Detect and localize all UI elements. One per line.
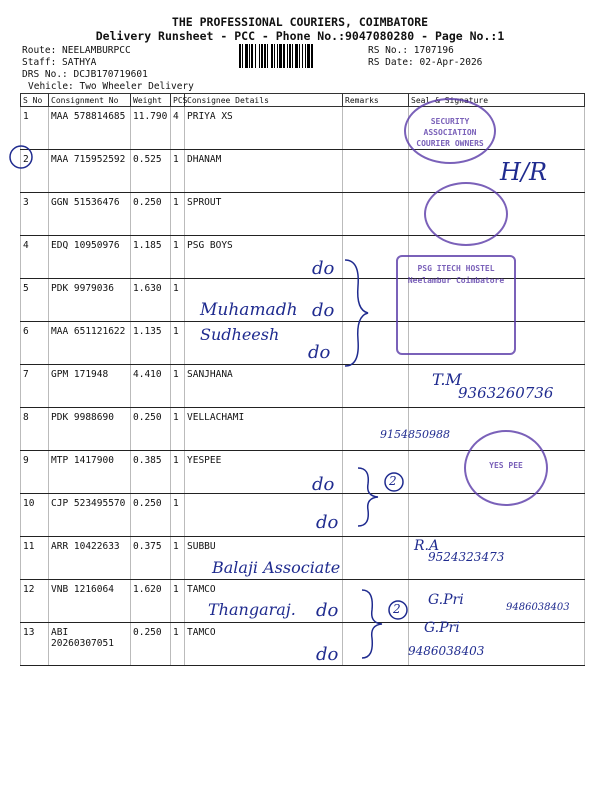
cell-remarks <box>343 150 409 193</box>
cell-pcs: 1 <box>171 279 185 322</box>
handwritten-name: Balaji Associate <box>212 558 341 577</box>
cell-weight: 1.135 <box>131 322 171 365</box>
cell-pcs: 4 <box>171 107 185 150</box>
handwritten-note: H/R <box>500 158 548 186</box>
handwritten-phone: 9363260736 <box>458 384 554 402</box>
cell-consignment: GGN 51536476 <box>49 193 131 236</box>
cell-weight: 1.620 <box>131 580 171 623</box>
cell-sno: 7 <box>21 365 49 408</box>
cell-pcs: 1 <box>171 193 185 236</box>
cell-weight: 0.385 <box>131 451 171 494</box>
table-header-row <box>21 94 585 107</box>
route-info: Route: NEELAMBURPCC <box>22 45 131 56</box>
cell-consignment: ARR 10422633 <box>49 537 131 580</box>
cell-consignee: PSG BOYS <box>185 236 343 279</box>
barcode-bar <box>255 44 256 68</box>
handwritten-name: Sudheesh <box>200 325 280 344</box>
barcode-bar <box>279 44 282 68</box>
col-sno: S No <box>21 94 49 107</box>
cell-consignment: PDK 9988690 <box>49 408 131 451</box>
cell-consignment: MAA 578814685 <box>49 107 131 150</box>
cell-consignment: GPM 171948 <box>49 365 131 408</box>
barcode-bar <box>295 44 298 68</box>
cell-sno: 1 <box>21 107 49 150</box>
company-title: THE PROFESSIONAL COURIERS, COIMBATORE <box>171 15 429 29</box>
barcode-bar <box>287 44 288 68</box>
barcode-bar <box>242 44 243 68</box>
cell-weight: 4.410 <box>131 365 171 408</box>
cell-pcs: 1 <box>171 494 185 537</box>
cell-weight: 0.250 <box>131 193 171 236</box>
cell-pcs: 1 <box>171 236 185 279</box>
cell-sno: 2 <box>21 150 49 193</box>
handwritten-signature: G.Pri <box>424 620 460 636</box>
cell-consignee: SPROUT <box>185 193 343 236</box>
cell-pcs: 1 <box>171 408 185 451</box>
barcode-bar <box>261 44 263 68</box>
barcode-bar <box>302 44 303 68</box>
barcode-bar <box>249 44 250 68</box>
seal-stamp <box>424 182 508 246</box>
cell-weight: 11.790 <box>131 107 171 150</box>
cell-pcs: 1 <box>171 150 185 193</box>
barcode <box>238 44 364 68</box>
handwritten-note: do <box>316 512 339 533</box>
handwritten-phone: 9486038403 <box>506 602 570 613</box>
handwritten-note: do <box>308 342 331 363</box>
handwritten-note: do <box>312 258 335 279</box>
seal-stamp: YES PEE <box>464 430 548 506</box>
handwritten-note: do <box>312 474 335 495</box>
cell-pcs: 1 <box>171 580 185 623</box>
cell-consignee: TAMCO <box>185 623 343 666</box>
brace-mark <box>354 466 380 528</box>
cell-remarks <box>343 365 409 408</box>
cell-consignee: VELLACHAMI <box>185 408 343 451</box>
cell-weight: 0.375 <box>131 537 171 580</box>
cell-pcs: 1 <box>171 537 185 580</box>
brace-mark <box>340 258 370 368</box>
cell-weight: 0.250 <box>131 623 171 666</box>
seal-stamp: SECURITY ASSOCIATION COURIER OWNERS <box>404 98 496 164</box>
table-row <box>21 580 585 623</box>
handwritten-note: do <box>316 644 339 665</box>
col-pcs: PCS <box>171 94 185 107</box>
circle-mark <box>6 142 36 172</box>
rs-date: RS Date: 02-Apr-2026 <box>368 57 483 68</box>
cell-sno: 6 <box>21 322 49 365</box>
cell-remarks <box>343 537 409 580</box>
col-signature: Seal & Signature <box>409 94 585 107</box>
table-row <box>21 107 585 150</box>
cell-consignment: CJP 523495570 <box>49 494 131 537</box>
handwritten-note: 2 <box>393 602 401 616</box>
col-consignee: Consignee Details <box>185 94 343 107</box>
cell-remarks <box>343 107 409 150</box>
handwritten-phone: 9524323473 <box>428 550 505 564</box>
barcode-bar <box>311 44 313 68</box>
barcode-bar <box>307 44 310 68</box>
cell-consignee: SANJHANA <box>185 365 343 408</box>
staff-info: Staff: SATHYA <box>22 57 97 68</box>
cell-sno: 8 <box>21 408 49 451</box>
cell-weight: 0.250 <box>131 494 171 537</box>
cell-sno: 12 <box>21 580 49 623</box>
vehicle-info: Vehicle: Two Wheeler Delivery <box>28 81 194 92</box>
col-consignment: Consignment No <box>49 94 131 107</box>
barcode-bar <box>251 44 253 68</box>
cell-weight: 0.250 <box>131 408 171 451</box>
barcode-bar <box>289 44 291 68</box>
barcode-bar <box>283 44 285 68</box>
cell-weight: 1.185 <box>131 236 171 279</box>
cell-pcs: 1 <box>171 322 185 365</box>
handwritten-phone: 9486038403 <box>408 644 485 658</box>
cell-consignment: PDK 9979036 <box>49 279 131 322</box>
handwritten-note: do <box>316 600 339 621</box>
barcode-bar <box>292 44 293 68</box>
cell-sno: 3 <box>21 193 49 236</box>
barcode-bar <box>267 44 268 68</box>
barcode-bar <box>259 44 260 68</box>
brace-mark <box>358 588 384 660</box>
barcode-bar <box>264 44 266 68</box>
barcode-bar <box>271 44 273 68</box>
cell-consignee: YESPEE <box>185 451 343 494</box>
cell-consignment: MAA 715952592 <box>49 150 131 193</box>
cell-consignee: SUBBU <box>185 537 343 580</box>
cell-remarks <box>343 193 409 236</box>
cell-consignee: DHANAM <box>185 150 343 193</box>
cell-consignment: VNB 1216064 <box>49 580 131 623</box>
cell-consignment: MTP 1417900 <box>49 451 131 494</box>
cell-weight: 1.630 <box>131 279 171 322</box>
cell-weight: 0.525 <box>131 150 171 193</box>
handwritten-phone: 9154850988 <box>380 428 450 441</box>
cell-sno: 13 <box>21 623 49 666</box>
barcode-bar <box>305 44 306 68</box>
barcode-bar <box>239 44 241 68</box>
barcode-bar <box>299 44 300 68</box>
runsheet-title: Delivery Runsheet - PCC - Phone No.:9047080280 - Page No.:1 <box>95 29 505 43</box>
cell-consignee: PRIYA XS <box>185 107 343 150</box>
barcode-bar <box>245 44 248 68</box>
cell-pcs: 1 <box>171 623 185 666</box>
handwritten-note: do <box>312 300 335 321</box>
cell-consignment: ABI 20260307051 <box>49 623 131 666</box>
barcode-bar <box>274 44 275 68</box>
cell-sno: 11 <box>21 537 49 580</box>
col-remarks: Remarks <box>343 94 409 107</box>
cell-pcs: 1 <box>171 451 185 494</box>
cell-consignment: EDQ 10950976 <box>49 236 131 279</box>
seal-stamp: PSG ITECH HOSTEL Neelambur Coimbatore <box>396 255 516 355</box>
handwritten-signature: R.A <box>414 538 440 554</box>
cell-consignment: MAA 651121622 <box>49 322 131 365</box>
col-weight: Weight <box>131 94 171 107</box>
handwritten-name: Muhamadh <box>200 300 298 320</box>
handwritten-signature: G.Pri <box>428 592 464 608</box>
cell-sno: 5 <box>21 279 49 322</box>
cell-consignee: TAMCO <box>185 580 343 623</box>
cell-sno: 9 <box>21 451 49 494</box>
handwritten-name: Thangaraj. <box>208 600 296 619</box>
handwritten-note: 2 <box>389 474 397 488</box>
table-row <box>21 623 585 666</box>
cell-pcs: 1 <box>171 365 185 408</box>
drs-number: DRS No.: DCJB170719601 <box>22 69 148 80</box>
cell-sno: 10 <box>21 494 49 537</box>
cell-sno: 4 <box>21 236 49 279</box>
rs-number: RS No.: 1707196 <box>368 45 454 56</box>
handwritten-signature: T.M <box>432 370 462 389</box>
barcode-bar <box>277 44 278 68</box>
